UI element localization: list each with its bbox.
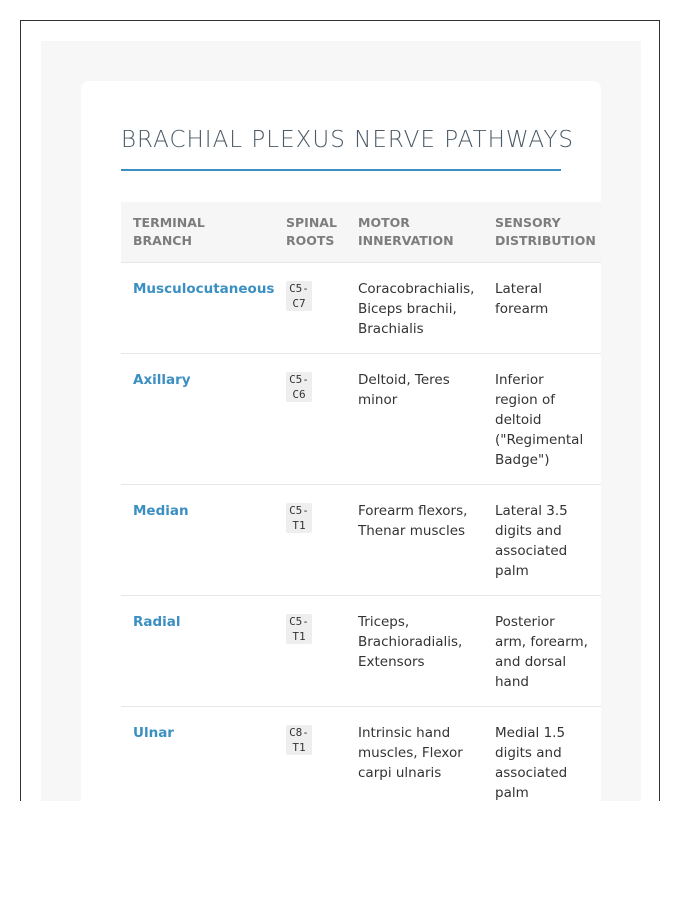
- table-header-row: [121, 202, 601, 263]
- title-underline: [121, 169, 561, 171]
- content-card: [81, 81, 601, 801]
- terminal-branch-cell: Axillary: [121, 354, 274, 485]
- spinal-roots-code: C5-C7: [286, 281, 312, 311]
- nerve-pathways-table: [121, 202, 601, 801]
- motor-innervation-cell: Intrinsic hand muscles, Flexor carpi ulnaris: [346, 707, 483, 802]
- spinal-roots-cell: [274, 354, 346, 485]
- terminal-branch-cell: Median: [121, 485, 274, 596]
- page-title: BRACHIAL PLEXUS NERVE PATHWAYS: [121, 127, 574, 153]
- table-row: [121, 596, 601, 707]
- sensory-distribution-cell: Medial 1.5 digits and associated palm: [483, 707, 601, 802]
- terminal-branch-cell: Ulnar: [121, 707, 274, 802]
- motor-innervation-cell: Forearm flexors, Thenar muscles: [346, 485, 483, 596]
- spinal-roots-cell: [274, 707, 346, 802]
- sensory-distribution-cell: Lateral 3.5 digits and associated palm: [483, 485, 601, 596]
- motor-innervation-cell: Deltoid, Teres minor: [346, 354, 483, 485]
- header-motor-innervation: MOTOR INNERVATION: [358, 215, 454, 248]
- spinal-roots-code: C8-T1: [286, 725, 312, 755]
- motor-innervation-cell: Coracobrachialis, Biceps brachii, Brachialis: [346, 263, 483, 354]
- spinal-roots-code: C5-T1: [286, 503, 312, 533]
- terminal-branch-cell: Radial: [121, 596, 274, 707]
- table-row: [121, 485, 601, 596]
- page-frame: [20, 20, 660, 801]
- terminal-branch-cell: Musculocutaneous: [121, 263, 274, 354]
- table-row: [121, 263, 601, 354]
- spinal-roots-cell: [274, 263, 346, 354]
- header-terminal-branch: TERMINAL BRANCH: [133, 215, 205, 248]
- page-background: [41, 41, 641, 801]
- spinal-roots-cell: [274, 596, 346, 707]
- spinal-roots-code: C5-C6: [286, 372, 312, 402]
- motor-innervation-cell: Triceps, Brachioradialis, Extensors: [346, 596, 483, 707]
- table-row: [121, 707, 601, 802]
- spinal-roots-cell: [274, 485, 346, 596]
- sensory-distribution-cell: Inferior region of deltoid ("Regimental Badge"): [483, 354, 601, 485]
- header-spinal-roots: SPINAL ROOTS: [286, 215, 337, 248]
- sensory-distribution-cell: Lateral forearm: [483, 263, 601, 354]
- table-row: [121, 354, 601, 485]
- header-sensory-distribution: SENSORY DISTRIBUTION: [495, 215, 596, 248]
- spinal-roots-code: C5-T1: [286, 614, 312, 644]
- sensory-distribution-cell: Posterior arm, forearm, and dorsal hand: [483, 596, 601, 707]
